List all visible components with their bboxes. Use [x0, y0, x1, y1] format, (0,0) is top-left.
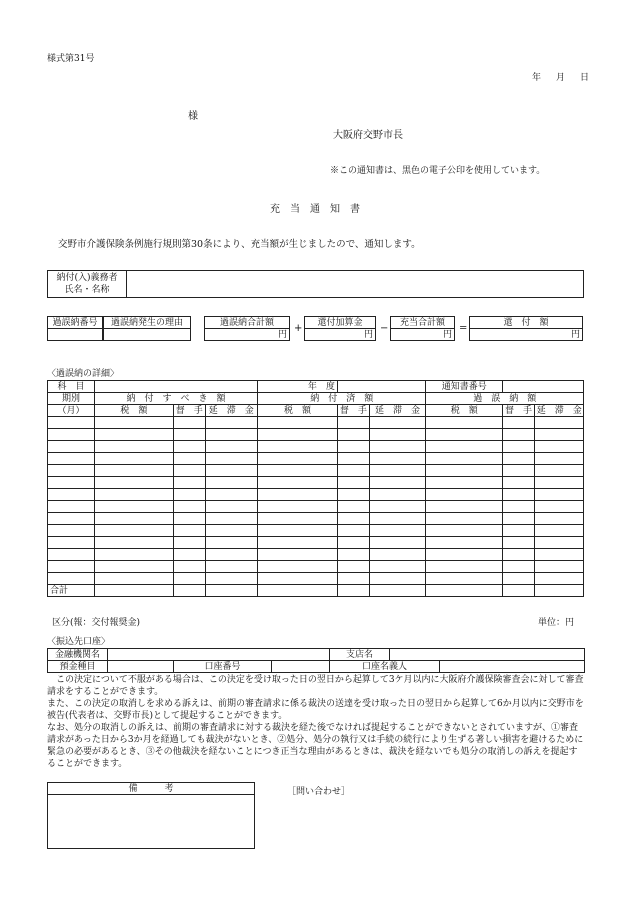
- paid-header: 納 付 済 額: [258, 393, 426, 405]
- detail-cell: [534, 465, 583, 477]
- detail-cell: [534, 429, 583, 441]
- detail-cell: [337, 477, 369, 489]
- detail-cell: [337, 465, 369, 477]
- detail-cell: [95, 501, 174, 513]
- account-name-value: [440, 661, 585, 673]
- detail-row: [48, 573, 584, 585]
- detail-cell: [369, 501, 426, 513]
- total-cell: [173, 585, 205, 597]
- detail-cell: [173, 489, 205, 501]
- detail-cell: [426, 477, 503, 489]
- detail-cell: [48, 573, 95, 585]
- detail-cell: [258, 453, 338, 465]
- detail-cell: [205, 477, 258, 489]
- bank-table: [47, 648, 585, 673]
- overpaid-delay-header: 延 滞 金: [534, 405, 583, 417]
- detail-cell: [337, 501, 369, 513]
- detail-cell: [205, 489, 258, 501]
- detail-cell: [369, 525, 426, 537]
- detail-cell: [503, 429, 535, 441]
- subject-value: [95, 381, 258, 393]
- detail-cell: [48, 465, 95, 477]
- detail-cell: [503, 525, 535, 537]
- due-tax-header: 税 額: [95, 405, 174, 417]
- detail-cell: [173, 561, 205, 573]
- detail-table: [47, 380, 584, 597]
- detail-cell: [258, 561, 338, 573]
- overpaid-header: 過 誤 納 額: [426, 393, 584, 405]
- bank-title: 〈振込先口座〉: [47, 637, 111, 647]
- detail-cell: [258, 477, 338, 489]
- detail-row: [48, 465, 584, 477]
- detail-cell: [48, 441, 95, 453]
- payer-table: [47, 270, 584, 298]
- detail-cell: [337, 441, 369, 453]
- reason-table: [103, 316, 191, 341]
- total-label: 過誤納合計額: [205, 317, 290, 329]
- detail-cell: [337, 417, 369, 429]
- detail-cell: [503, 489, 535, 501]
- month-label: （月）: [48, 405, 95, 417]
- detail-cell: [503, 537, 535, 549]
- form-number: 様式第31号: [47, 54, 95, 64]
- detail-cell: [258, 537, 338, 549]
- detail-cell: [503, 561, 535, 573]
- detail-cell: [48, 417, 95, 429]
- detail-row: [48, 549, 584, 561]
- detail-cell: [426, 513, 503, 525]
- detail-body: [48, 417, 584, 585]
- bank-branch-label: 支店名: [330, 649, 390, 661]
- total-cell: [369, 585, 426, 597]
- total-cell: [503, 585, 535, 597]
- overpaid-dunning-header: 督 手: [503, 405, 535, 417]
- detail-cell: [258, 429, 338, 441]
- detail-cell: [369, 549, 426, 561]
- detail-cell: [369, 465, 426, 477]
- detail-cell: [426, 417, 503, 429]
- detail-cell: [95, 561, 174, 573]
- interest-label: 還付加算金: [305, 317, 376, 329]
- detail-cell: [426, 429, 503, 441]
- detail-row: [48, 525, 584, 537]
- detail-cell: [503, 417, 535, 429]
- detail-title: 〈過誤納の詳細〉: [47, 369, 120, 379]
- detail-cell: [426, 537, 503, 549]
- note-paragraph: なお、処分の取消しの訴えは、前期の審査請求に対する裁決を経た後でなければ提起することができないとされていますが、①審査請求があった日から3か月を経過しても裁決がないとき、②処分、処分の執行又は手続の続行により生ずる著しい損害を避けるために緊急の必要があるとき、③その他裁決を経ないことにつき正当な理由があるときは、裁決を経ないでも処分の取消しの訴えを提起することができます。: [47, 723, 584, 769]
- detail-cell: [48, 525, 95, 537]
- detail-cell: [48, 549, 95, 561]
- total-yen: 円: [205, 329, 290, 341]
- detail-cell: [205, 429, 258, 441]
- due-dunning-header: 督 手: [173, 405, 205, 417]
- detail-cell: [503, 573, 535, 585]
- detail-row: [48, 513, 584, 525]
- unit-label: 単位：円: [538, 618, 575, 628]
- refund-table: [469, 316, 583, 341]
- detail-cell: [369, 489, 426, 501]
- total-table: [204, 316, 290, 341]
- detail-cell: [534, 489, 583, 501]
- detail-cell: [426, 525, 503, 537]
- detail-cell: [258, 489, 338, 501]
- detail-row: [48, 561, 584, 573]
- bank-branch-value: [390, 649, 585, 661]
- detail-cell: [426, 561, 503, 573]
- detail-cell: [48, 561, 95, 573]
- detail-cell: [258, 417, 338, 429]
- seal-note: ※この通知書は、黒色の電子公印を使用しています。: [330, 166, 546, 176]
- detail-cell: [426, 465, 503, 477]
- detail-row: [48, 453, 584, 465]
- detail-cell: [95, 513, 174, 525]
- detail-cell: [48, 501, 95, 513]
- interest-table: [304, 316, 376, 341]
- detail-cell: [205, 573, 258, 585]
- reason-label: 過誤納発生の理由: [104, 317, 191, 329]
- detail-cell: [205, 525, 258, 537]
- category-label: 区分(報：交付報奨金): [52, 618, 141, 628]
- detail-cell: [426, 489, 503, 501]
- note-paragraph: この決定について不服がある場合は、この決定を受け取った日の翌日から起算して3ケ月以内に大阪府介護保険審査会に対して審査請求をすることができます。: [47, 675, 584, 697]
- paid-tax-header: 税 額: [258, 405, 338, 417]
- year-value: [337, 381, 426, 393]
- detail-cell: [95, 549, 174, 561]
- deposit-type-value: [108, 661, 174, 673]
- detail-cell: [258, 441, 338, 453]
- detail-cell: [48, 453, 95, 465]
- detail-cell: [337, 525, 369, 537]
- detail-cell: [205, 465, 258, 477]
- overpay-no-table: [47, 316, 103, 341]
- detail-cell: [369, 561, 426, 573]
- detail-cell: [173, 501, 205, 513]
- interest-yen: 円: [305, 329, 376, 341]
- detail-cell: [426, 573, 503, 585]
- payer-label-cell: [48, 271, 127, 298]
- detail-cell: [534, 525, 583, 537]
- detail-cell: [173, 441, 205, 453]
- detail-cell: [503, 465, 535, 477]
- payer-label-1: 納付(入)義務者: [56, 273, 118, 283]
- detail-row: [48, 429, 584, 441]
- detail-cell: [426, 453, 503, 465]
- total-cell: [426, 585, 503, 597]
- detail-cell: [48, 537, 95, 549]
- detail-cell: [503, 453, 535, 465]
- inquiry-label: ［問い合わせ］: [287, 787, 351, 797]
- detail-cell: [258, 525, 338, 537]
- detail-cell: [173, 537, 205, 549]
- detail-cell: [205, 561, 258, 573]
- detail-cell: [337, 549, 369, 561]
- refund-yen: 円: [470, 329, 583, 341]
- detail-cell: [205, 501, 258, 513]
- detail-row: [48, 537, 584, 549]
- detail-cell: [48, 489, 95, 501]
- detail-cell: [95, 453, 174, 465]
- detail-cell: [503, 441, 535, 453]
- detail-cell: [173, 477, 205, 489]
- detail-cell: [95, 441, 174, 453]
- detail-cell: [205, 537, 258, 549]
- detail-cell: [258, 573, 338, 585]
- page-title: 充 当 通 知 書: [270, 204, 360, 215]
- remarks-table: [47, 782, 255, 849]
- detail-cell: [173, 453, 205, 465]
- detail-cell: [534, 453, 583, 465]
- paid-dunning-header: 督 手: [337, 405, 369, 417]
- appropriation-label: 充当合計額: [391, 317, 455, 329]
- due-delay-header: 延 滞 金: [205, 405, 258, 417]
- detail-cell: [95, 429, 174, 441]
- detail-cell: [258, 465, 338, 477]
- detail-cell: [205, 453, 258, 465]
- detail-cell: [95, 417, 174, 429]
- detail-cell: [534, 549, 583, 561]
- detail-cell: [173, 525, 205, 537]
- detail-cell: [48, 429, 95, 441]
- detail-cell: [48, 477, 95, 489]
- detail-row: [48, 489, 584, 501]
- issuer: 大阪府交野市長: [333, 130, 403, 141]
- detail-cell: [369, 417, 426, 429]
- detail-cell: [503, 501, 535, 513]
- detail-cell: [205, 417, 258, 429]
- detail-cell: [426, 441, 503, 453]
- refund-label: 還 付 額: [470, 317, 583, 329]
- appropriation-table: [390, 316, 455, 341]
- detail-cell: [534, 477, 583, 489]
- overpay-no-value: [48, 329, 103, 341]
- intro-text: 交野市介護保険条例施行規則第30条により、充当額が生じましたので、通知します。: [58, 239, 421, 250]
- detail-cell: [95, 477, 174, 489]
- detail-cell: [173, 513, 205, 525]
- paid-delay-header: 延 滞 金: [369, 405, 426, 417]
- notice-no-label: 通知書番号: [426, 381, 503, 393]
- addressee-suffix: 様: [188, 111, 198, 122]
- total-label: 合計: [48, 585, 95, 597]
- detail-cell: [369, 477, 426, 489]
- detail-cell: [503, 477, 535, 489]
- note-paragraph: また、この決定の取消しを求める訴えは、前期の審査請求に係る裁決の送達を受け取った日の翌日から起算して6か月以内に交野市を被告(代表者は、交野市長)として提起することができます。: [47, 699, 584, 721]
- detail-cell: [426, 501, 503, 513]
- detail-cell: [369, 453, 426, 465]
- detail-cell: [258, 501, 338, 513]
- total-cell: [95, 585, 174, 597]
- detail-cell: [369, 573, 426, 585]
- detail-cell: [337, 513, 369, 525]
- detail-cell: [337, 537, 369, 549]
- detail-cell: [503, 513, 535, 525]
- appropriation-yen: 円: [391, 329, 455, 341]
- minus-sign: −: [380, 323, 389, 334]
- notice-no-value: [503, 381, 584, 393]
- detail-cell: [205, 549, 258, 561]
- subject-label: 科 目: [48, 381, 95, 393]
- detail-cell: [173, 465, 205, 477]
- deposit-type-label: 預金種目: [48, 661, 108, 673]
- detail-cell: [48, 513, 95, 525]
- detail-cell: [258, 549, 338, 561]
- detail-cell: [337, 453, 369, 465]
- detail-cell: [95, 525, 174, 537]
- remarks-label: 備 考: [48, 783, 255, 795]
- year-label: 年 度: [258, 381, 338, 393]
- detail-cell: [173, 549, 205, 561]
- detail-row: [48, 441, 584, 453]
- detail-row: [48, 477, 584, 489]
- detail-row: [48, 417, 584, 429]
- detail-cell: [337, 561, 369, 573]
- total-cell: [337, 585, 369, 597]
- detail-cell: [258, 513, 338, 525]
- detail-cell: [426, 549, 503, 561]
- detail-cell: [534, 441, 583, 453]
- detail-cell: [369, 513, 426, 525]
- detail-cell: [534, 561, 583, 573]
- detail-row: [48, 501, 584, 513]
- detail-cell: [337, 489, 369, 501]
- date-label: 年 月 日: [532, 73, 593, 83]
- overpaid-tax-header: 税 額: [426, 405, 503, 417]
- bank-institution-value: [108, 649, 330, 661]
- overpay-no-label: 過誤納番号: [48, 317, 103, 329]
- detail-cell: [534, 513, 583, 525]
- detail-cell: [534, 573, 583, 585]
- detail-cell: [173, 429, 205, 441]
- payer-label-2: 氏名・名称: [64, 285, 110, 295]
- equals-sign: =: [459, 323, 468, 334]
- plus-sign: +: [294, 323, 303, 334]
- detail-cell: [534, 537, 583, 549]
- account-no-value: [272, 661, 330, 673]
- detail-cell: [337, 573, 369, 585]
- detail-cell: [95, 465, 174, 477]
- total-cell: [205, 585, 258, 597]
- detail-cell: [95, 537, 174, 549]
- detail-cell: [369, 537, 426, 549]
- detail-cell: [337, 429, 369, 441]
- period-label: 期別: [48, 393, 95, 405]
- detail-cell: [503, 549, 535, 561]
- payer-name-field: [127, 271, 584, 298]
- detail-cell: [95, 489, 174, 501]
- account-no-label: 口座番号: [174, 661, 272, 673]
- remarks-field: [48, 795, 255, 849]
- detail-cell: [205, 441, 258, 453]
- due-header: 納 付 す べ き 額: [95, 393, 258, 405]
- detail-cell: [205, 513, 258, 525]
- reason-value: [104, 329, 191, 341]
- detail-cell: [173, 573, 205, 585]
- detail-cell: [369, 429, 426, 441]
- total-cell: [534, 585, 583, 597]
- notes: [47, 674, 584, 770]
- bank-institution-label: 金融機関名: [48, 649, 108, 661]
- detail-cell: [369, 441, 426, 453]
- detail-cell: [173, 417, 205, 429]
- total-cell: [258, 585, 338, 597]
- detail-cell: [95, 573, 174, 585]
- detail-cell: [534, 501, 583, 513]
- account-name-label: 口座名義人: [330, 661, 440, 673]
- detail-cell: [534, 417, 583, 429]
